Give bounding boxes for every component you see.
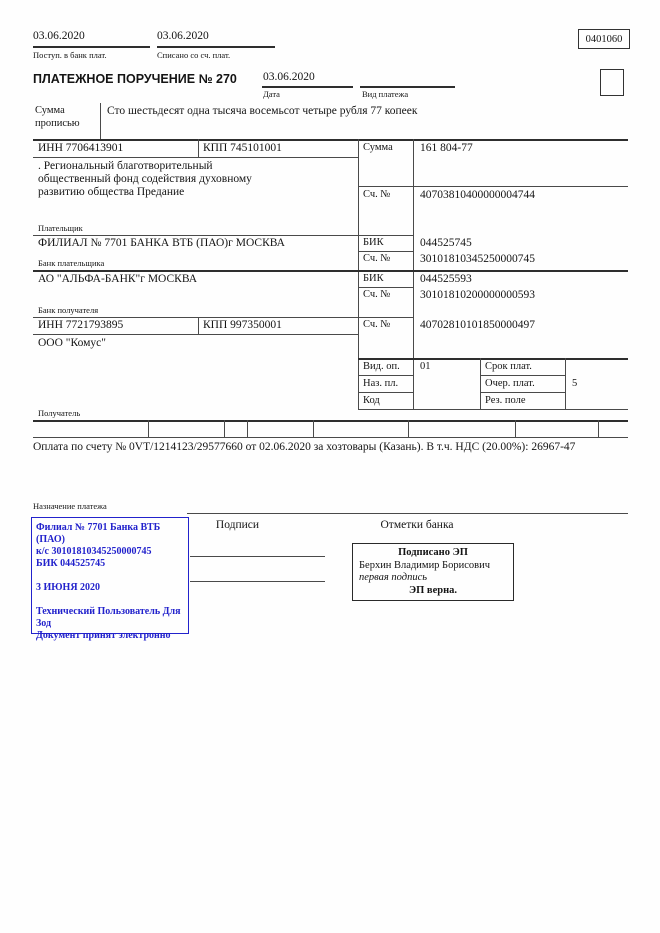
- stamp-date: 3 ИЮНЯ 2020: [36, 582, 101, 593]
- amount-words-label: Сумма прописью: [35, 105, 80, 129]
- stamp-user-line1: Технический Пользователь Для: [36, 606, 181, 617]
- divider: [313, 420, 314, 437]
- divider: [198, 139, 199, 157]
- date-label: Дата: [263, 89, 280, 99]
- divider: [187, 513, 628, 514]
- divider: [224, 420, 225, 437]
- divider: [358, 392, 413, 393]
- payee-kpp: КПП 997350001: [203, 319, 282, 331]
- form-code-box: [578, 29, 630, 49]
- bank-stamp: [31, 517, 189, 641]
- payment-order-label: Очер. плат.: [485, 378, 535, 389]
- payer-bank-account: 30101810345250000745: [420, 253, 535, 265]
- payer-kpp: КПП 745101001: [203, 142, 282, 154]
- divider: [33, 334, 358, 335]
- payer-bank-bik: 044525745: [420, 237, 472, 249]
- payer-inn: ИНН 7706413901: [38, 142, 124, 154]
- divider: [33, 46, 150, 48]
- divider: [565, 358, 566, 409]
- payer-bank-name: ФИЛИАЛ № 7701 БАНКА ВТБ (ПАО)г МОСКВА: [38, 237, 285, 249]
- divider: [358, 375, 413, 376]
- payee-name: ООО "Комус": [38, 337, 106, 349]
- due-date-label: Срок плат.: [485, 361, 532, 372]
- signatures-heading: Подписи: [215, 519, 260, 531]
- divider: [33, 157, 358, 158]
- esign-box: [352, 543, 514, 601]
- payment-order-value: 5: [572, 378, 578, 389]
- payment-type-checkbox: [600, 69, 624, 96]
- stamp-corr-account: к/с 30101810345250000745: [36, 546, 152, 557]
- divider: [358, 358, 628, 360]
- esign-title: Подписано ЭП: [398, 547, 468, 558]
- reserve-field-label: Рез. поле: [485, 395, 526, 406]
- divider: [33, 437, 628, 438]
- form-code: 0401060: [585, 33, 623, 45]
- payer-bank-bik-label: БИК: [363, 237, 384, 248]
- op-type-value: 01: [420, 361, 431, 372]
- divider: [480, 392, 565, 393]
- document-date: 03.06.2020: [263, 71, 315, 83]
- payer-label: Плательщик: [38, 223, 83, 233]
- signature-line: [190, 556, 325, 557]
- purpose-label: Назначение платежа: [33, 501, 107, 511]
- payee-label: Получатель: [38, 408, 81, 418]
- divider: [358, 409, 628, 410]
- payee-account: 40702810101850000497: [420, 319, 535, 331]
- received-date: 03.06.2020: [33, 30, 85, 42]
- debited-date-label: Списано со сч. плат.: [157, 50, 231, 60]
- payee-bank-bik: 044525593: [420, 273, 472, 285]
- payer-bank-account-label: Сч. №: [363, 253, 391, 264]
- code-label: Код: [363, 395, 380, 406]
- payment-type-label: Вид платежа: [362, 89, 409, 99]
- divider: [33, 420, 628, 422]
- received-date-label: Поступ. в банк плат.: [33, 50, 107, 60]
- payer-name: . Региональный благотворительный общественный фонд содействия духовному развитию общества Предание: [38, 160, 252, 198]
- amount-words-value: Сто шестьдесят одна тысяча восемьсот четыре рубля 77 копеек: [107, 105, 418, 117]
- divider: [198, 317, 199, 334]
- payee-bank-bik-label: БИК: [363, 273, 384, 284]
- divider: [480, 375, 565, 376]
- payee-inn: ИНН 7721793895: [38, 319, 124, 331]
- purpose-text: Оплата по счету № 0VT/1214123/29577660 от 02.06.2020 за хозтовары (Казань). В т.ч. НДС (20.00%): 26967-47: [33, 441, 576, 453]
- esign-status: ЭП верна.: [408, 584, 457, 596]
- payee-bank-account: 30101810200000000593: [420, 289, 535, 301]
- sum-label: Сумма: [363, 142, 393, 153]
- divider: [247, 420, 248, 437]
- bank-marks-heading: Отметки банка: [380, 519, 454, 531]
- divider: [33, 317, 413, 318]
- op-type-label: Вид. оп.: [363, 361, 400, 372]
- divider: [358, 251, 413, 252]
- divider: [33, 139, 628, 141]
- payer-account: 40703810400000004744: [420, 189, 535, 201]
- payee-bank-label: Банк получателя: [38, 305, 99, 315]
- stamp-bank-name: Филиал № 7701 Банка ВТБ (ПАО): [36, 522, 161, 545]
- esign-name: Берхин Владимир Борисович: [359, 559, 490, 571]
- signature-line: [190, 581, 325, 582]
- divider: [480, 358, 481, 409]
- esign-type: первая подпись: [359, 572, 428, 583]
- divider: [100, 103, 101, 139]
- divider: [358, 287, 413, 288]
- purpose-code-label: Наз. пл.: [363, 378, 399, 389]
- document-title: ПЛАТЕЖНОЕ ПОРУЧЕНИЕ № 270: [33, 72, 237, 86]
- stamp-user-line2: Зод: [36, 618, 52, 629]
- stamp-accepted: Документ принят электронно: [36, 630, 171, 641]
- divider: [358, 186, 628, 187]
- payer-account-label: Сч. №: [363, 189, 391, 200]
- payer-bank-label: Банк плательщика: [38, 258, 105, 268]
- divider: [157, 46, 275, 48]
- debited-date: 03.06.2020: [157, 30, 209, 42]
- divider: [148, 420, 149, 437]
- sum-value: 161 804-77: [420, 142, 473, 154]
- divider: [358, 139, 359, 409]
- divider: [262, 86, 353, 88]
- divider: [360, 86, 455, 88]
- payee-bank-name: АО "АЛЬФА-БАНК"г МОСКВА: [38, 273, 198, 285]
- divider: [33, 235, 413, 236]
- divider: [33, 270, 628, 272]
- stamp-bik: БИК 044525745: [36, 558, 106, 569]
- divider: [598, 420, 599, 437]
- divider: [408, 420, 409, 437]
- divider: [515, 420, 516, 437]
- payee-account-label: Сч. №: [363, 319, 391, 330]
- payee-bank-account-label: Сч. №: [363, 289, 391, 300]
- divider: [413, 139, 414, 409]
